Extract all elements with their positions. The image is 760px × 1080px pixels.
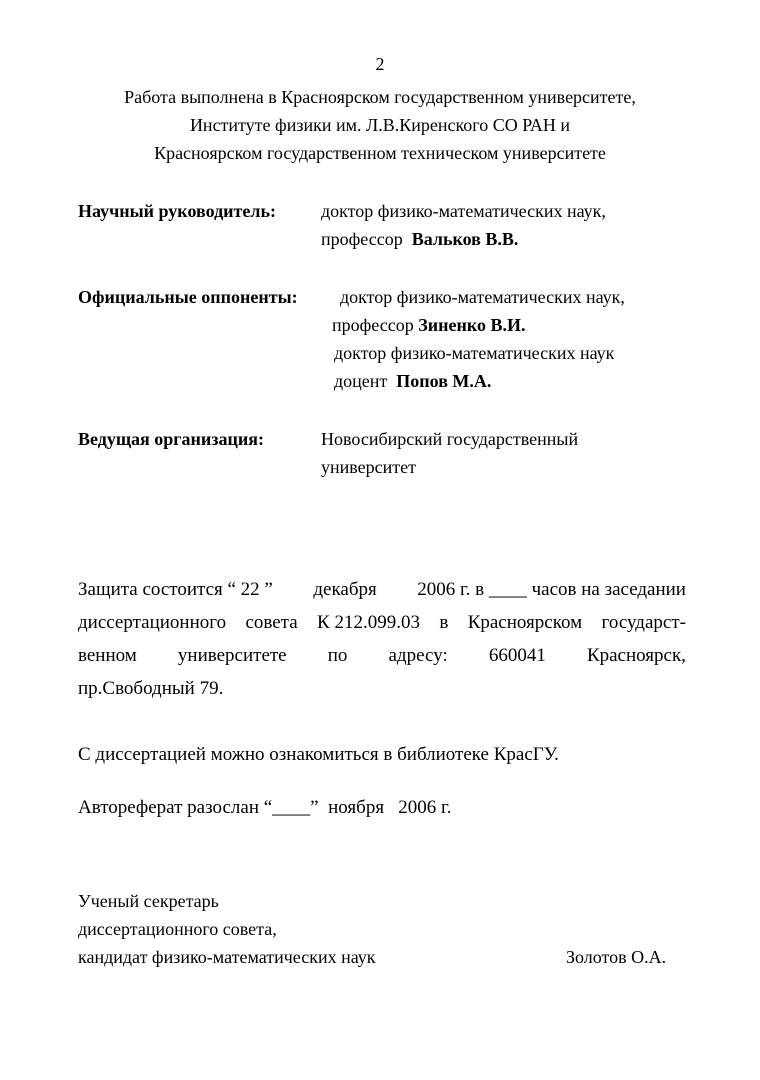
defense-l3-word: адресу: bbox=[388, 645, 448, 666]
lead-org-label: Ведущая организация: bbox=[78, 429, 264, 449]
defense-l1-part-2: декабря bbox=[313, 579, 377, 600]
lead-org-line-1: Новосибирский государственный bbox=[321, 429, 579, 449]
lead-org-line-2: университет bbox=[321, 457, 416, 477]
library-note: С диссертацией можно ознакомиться в библиотеке КрасГУ. bbox=[78, 744, 559, 765]
supervisor-name: Вальков В.В. bbox=[411, 229, 519, 249]
opponent-2-name: Попов М.А. bbox=[396, 371, 492, 391]
defense-l2-word: диссертационного bbox=[78, 612, 227, 633]
page-number: 2 bbox=[375, 54, 385, 74]
defense-line-4: пр.Свободный 79. bbox=[78, 678, 224, 699]
opponent-2-title-line bbox=[334, 372, 491, 390]
opponent-2-degree: доктор физико-математических наук bbox=[334, 343, 615, 363]
defense-l1-part-1: Защита состоится “ 22 ” bbox=[78, 579, 273, 600]
opponent-1-title: профессор bbox=[332, 315, 414, 335]
opponent-2-title: доцент bbox=[334, 371, 388, 391]
defense-l3-word: Красноярск, bbox=[586, 645, 686, 666]
defense-line-3 bbox=[78, 646, 686, 665]
secretary-line-2: диссертационного совета, bbox=[78, 919, 277, 939]
supervisor-title: профессор bbox=[321, 229, 403, 249]
intro-line-1: Работа выполнена в Красноярском государственном университете, bbox=[124, 87, 636, 107]
opponents-label: Официальные оппоненты: bbox=[78, 287, 298, 307]
defense-l2-word: Красноярском bbox=[467, 612, 583, 633]
defense-l3-word: венном bbox=[78, 645, 137, 666]
supervisor-degree: доктор физико-математических наук, bbox=[321, 201, 606, 221]
secretary-name: Золотов О.А. bbox=[566, 947, 667, 967]
opponent-1-degree: доктор физико-математических наук, bbox=[340, 287, 625, 307]
defense-l1-part-3: 2006 г. в ____ часов на заседании bbox=[417, 579, 686, 600]
intro-line-3: Красноярском государственном техническом университете bbox=[154, 143, 606, 163]
defense-l3-word: университете bbox=[177, 645, 287, 666]
intro-line-2: Институте физики им. Л.В.Киренского СО РАН и bbox=[189, 115, 571, 135]
defense-line-1 bbox=[78, 580, 686, 599]
defense-line-2 bbox=[78, 613, 686, 632]
defense-l3-word: по bbox=[327, 645, 348, 666]
abstract-sent-note: Автореферат разослан “____” ноября 2006 г. bbox=[78, 797, 452, 818]
defense-l2-word: в bbox=[439, 612, 449, 633]
defense-l3-word: 660041 bbox=[488, 645, 546, 666]
defense-l2-word: совета bbox=[245, 612, 298, 633]
defense-l2-word: государст- bbox=[601, 612, 686, 633]
secretary-line-3: кандидат физико-математических наук bbox=[78, 947, 376, 967]
supervisor-title-line bbox=[321, 230, 518, 248]
defense-l2-word: К 212.099.03 bbox=[317, 612, 420, 633]
secretary-line-1: Ученый секретарь bbox=[78, 891, 219, 911]
opponent-1-name: Зиненко В.И. bbox=[418, 315, 526, 335]
opponent-1-title-line bbox=[332, 316, 525, 334]
supervisor-label: Научный руководитель: bbox=[78, 201, 276, 221]
